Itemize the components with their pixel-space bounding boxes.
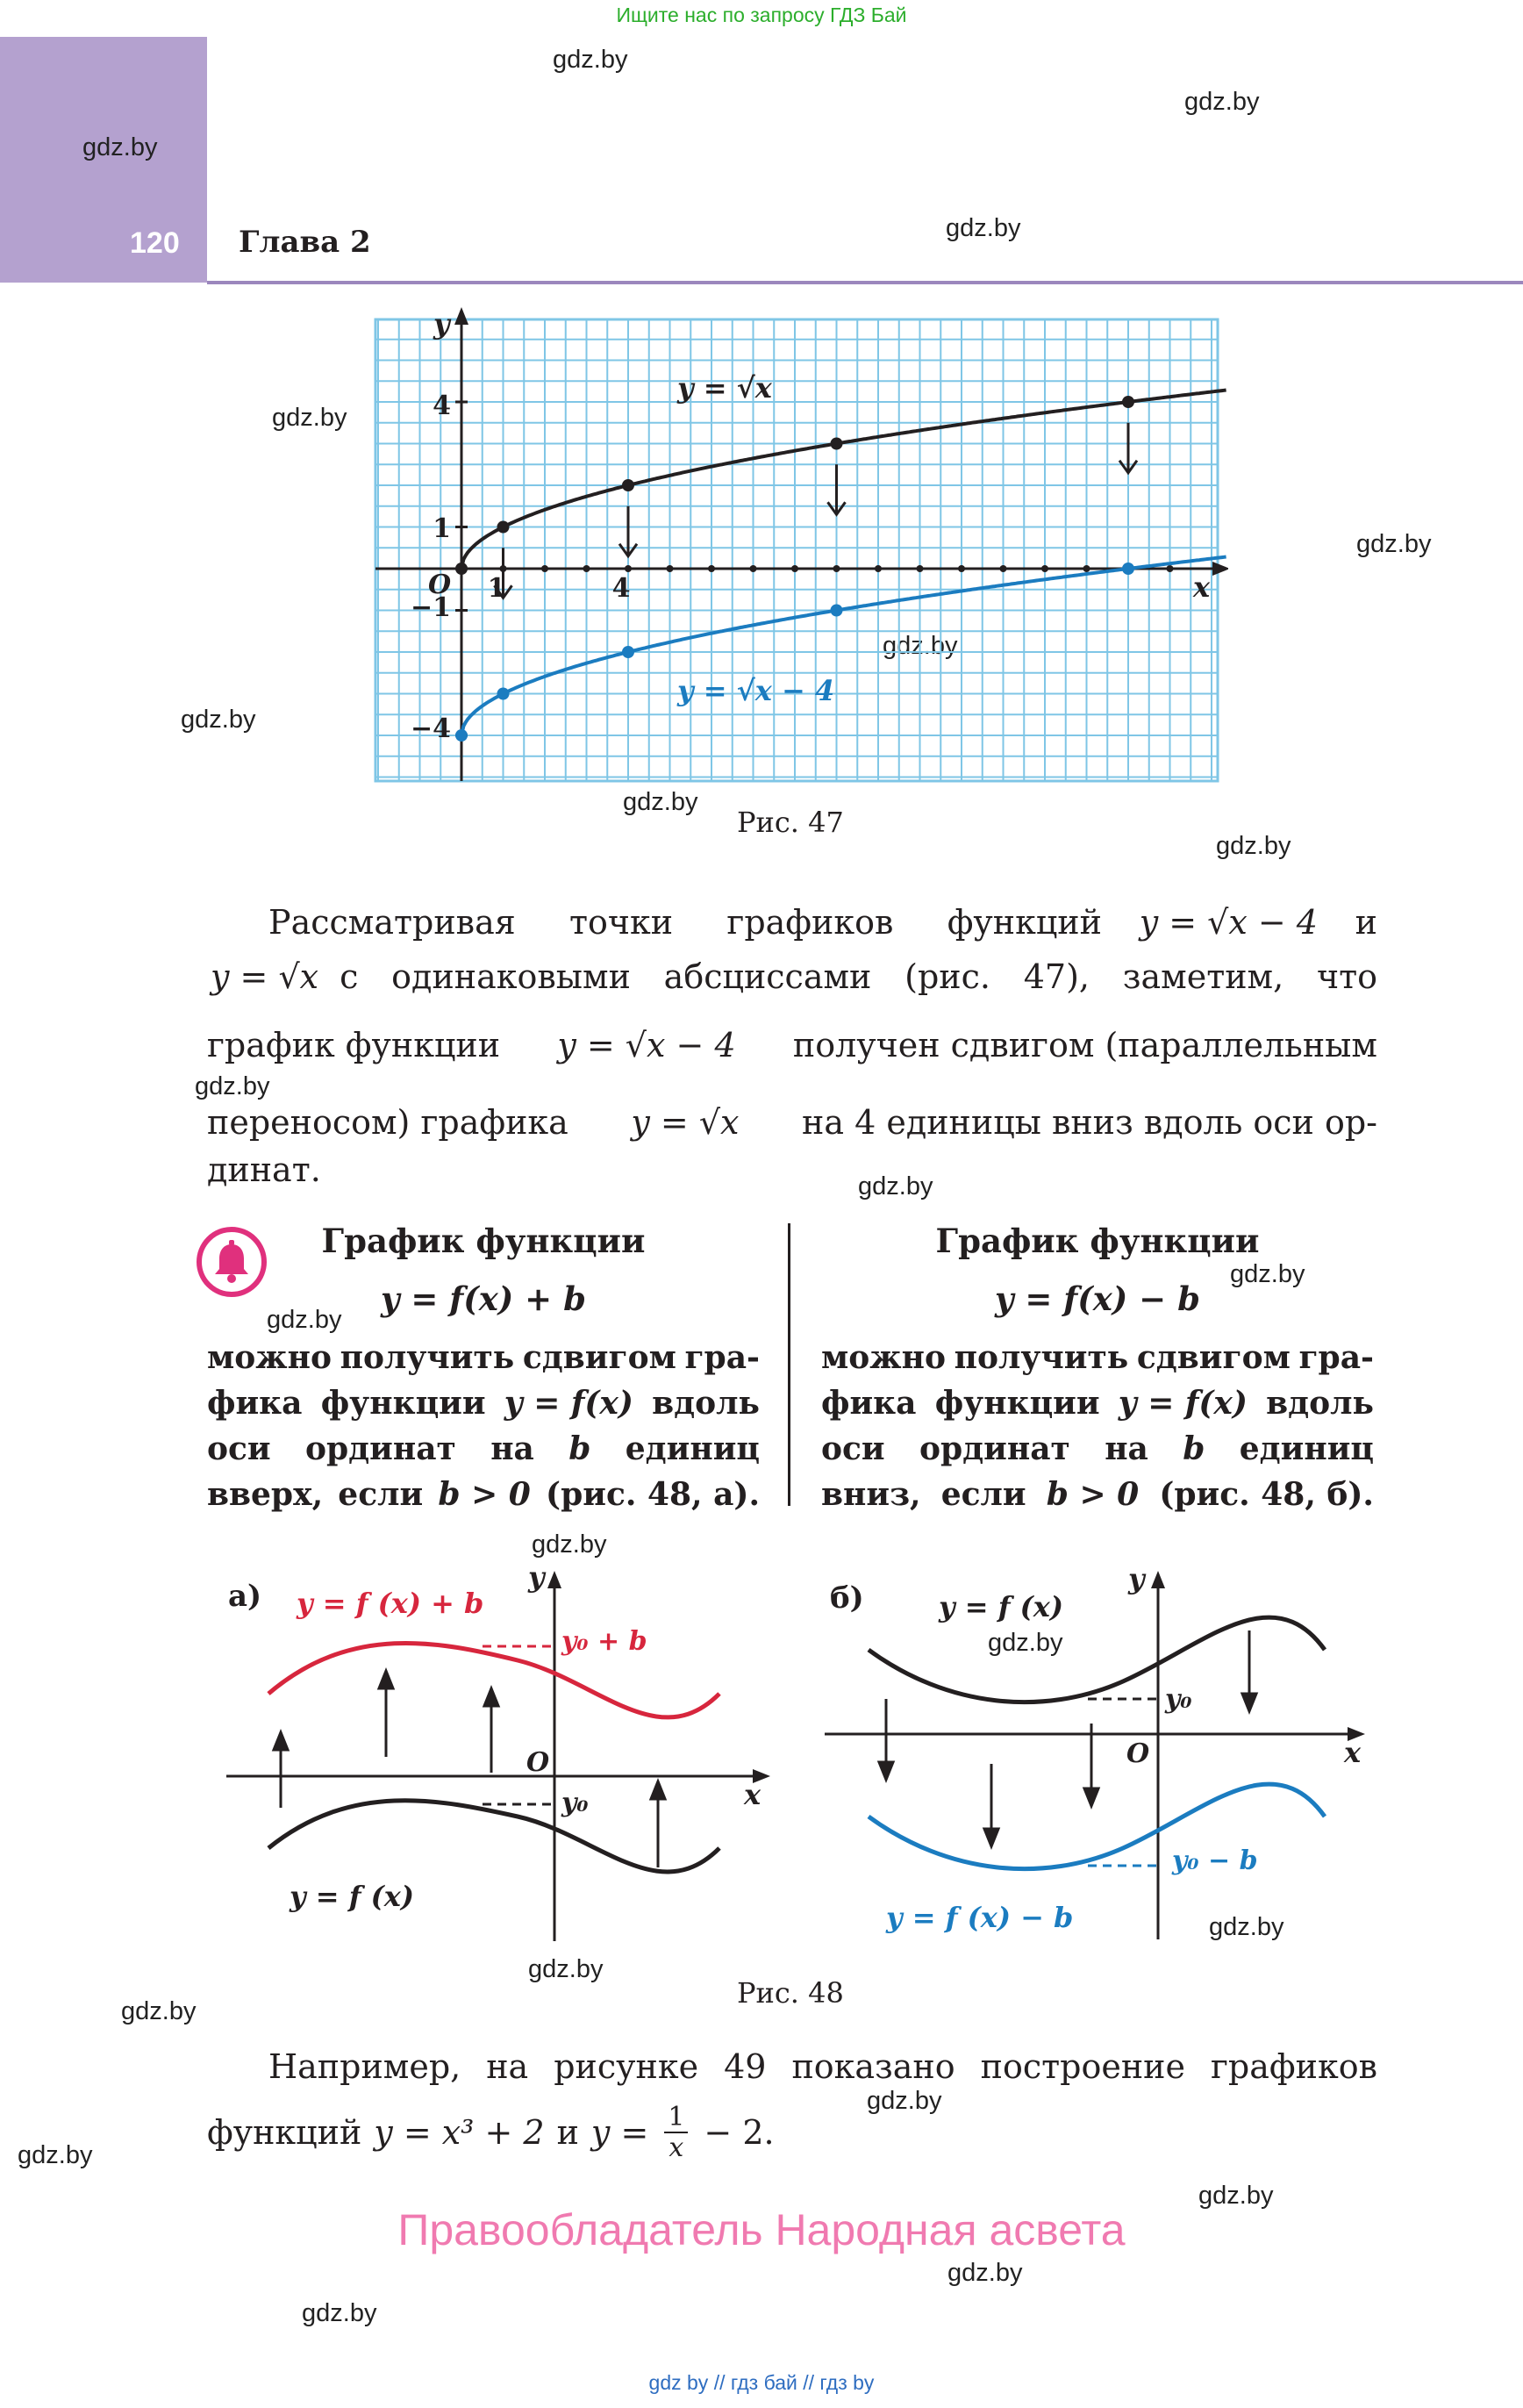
tick-label-y: 1 bbox=[433, 513, 451, 544]
text-run: получен сдвигом (параллельным bbox=[792, 1026, 1377, 1064]
word: фика bbox=[207, 1385, 303, 1422]
figure-47-caption: Рис. 47 bbox=[737, 806, 844, 839]
word: получить bbox=[340, 1339, 515, 1376]
y-axis-arrow bbox=[1151, 1571, 1165, 1588]
figure-48a bbox=[219, 1562, 781, 1966]
label-f: y = f (x) bbox=[939, 1590, 1063, 1623]
y-axis-arrow bbox=[454, 307, 468, 325]
watermark: gdz.by bbox=[121, 1997, 197, 2025]
word: функции bbox=[320, 1385, 486, 1422]
word: на bbox=[490, 1430, 534, 1467]
watermark: gdz.by bbox=[195, 1072, 270, 1100]
watermark: gdz.by bbox=[858, 1172, 933, 1200]
x-axis-dot bbox=[750, 565, 757, 572]
tick-label-x: 1 bbox=[487, 573, 506, 604]
x-axis-dot bbox=[625, 565, 632, 572]
point-sqrt-x-minus-4 bbox=[622, 646, 634, 658]
point-sqrt-x bbox=[497, 521, 510, 534]
point-sqrt-x bbox=[1122, 396, 1134, 408]
x-axis-dot bbox=[1000, 565, 1007, 572]
point-sqrt-x-minus-4 bbox=[1122, 563, 1134, 575]
label-y0-minus-b: y₀ − b bbox=[1172, 1845, 1258, 1876]
up-arrow-head bbox=[379, 1671, 393, 1688]
word: вдоль bbox=[1266, 1385, 1374, 1422]
origin-label: O bbox=[428, 570, 452, 600]
rule-right-title: График функции bbox=[935, 1222, 1260, 1260]
watermark: gdz.by bbox=[18, 2141, 93, 2169]
formula-sqrt-x: y = √x bbox=[631, 1103, 740, 1142]
text-run: переносом) графика bbox=[207, 1103, 568, 1142]
watermark: gdz.by bbox=[1230, 1260, 1305, 1288]
word: если bbox=[940, 1476, 1026, 1513]
x-axis-dot bbox=[667, 565, 674, 572]
paragraph-1-line-2 bbox=[211, 957, 1377, 996]
top-promo-link[interactable]: Ищите нас по запросу ГДЗ Бай bbox=[616, 4, 907, 26]
rule-divider bbox=[788, 1223, 790, 1506]
origin-label: O bbox=[1126, 1738, 1150, 1769]
y-axis-label: y bbox=[433, 307, 450, 340]
watermark: gdz.by bbox=[1209, 1913, 1284, 1941]
rule-left-title: График функции bbox=[321, 1222, 646, 1260]
watermark: gdz.by bbox=[1198, 2182, 1274, 2210]
formula-cubic: y = x³ + 2 bbox=[374, 2113, 545, 2152]
formula: y = f(x) bbox=[1118, 1385, 1248, 1422]
rule-left-line-2 bbox=[207, 1385, 760, 1422]
curve-f bbox=[268, 1801, 719, 1872]
word: единиц bbox=[625, 1430, 760, 1467]
formula-lhs: y = bbox=[590, 2113, 649, 2152]
watermark: gdz.by bbox=[946, 214, 1021, 242]
watermark: gdz.by bbox=[528, 1955, 604, 1983]
word: сдвигом bbox=[1136, 1339, 1291, 1376]
word: ординат bbox=[919, 1430, 1070, 1467]
word: гра- bbox=[684, 1339, 760, 1376]
x-axis-dot bbox=[583, 565, 590, 572]
watermark: gdz.by bbox=[267, 1306, 342, 1334]
tick-label-y: −1 bbox=[410, 592, 451, 623]
word: графиков bbox=[1210, 2047, 1377, 2086]
fraction-numerator: 1 bbox=[664, 2103, 688, 2133]
word: если bbox=[338, 1476, 424, 1513]
word: единиц bbox=[1239, 1430, 1374, 1467]
formula: b bbox=[568, 1430, 591, 1467]
watermark: gdz.by bbox=[181, 706, 256, 734]
paragraph-1-line-1 bbox=[268, 903, 1377, 942]
x-axis-label: x bbox=[1344, 1736, 1362, 1769]
label-sqrt-x: y = √x bbox=[677, 371, 772, 405]
chapter-title: Глава 2 bbox=[239, 225, 371, 260]
word: на bbox=[486, 2047, 529, 2086]
word: можно bbox=[207, 1339, 332, 1376]
word: графиков bbox=[726, 903, 894, 942]
watermark: gdz.by bbox=[883, 632, 958, 660]
point-sqrt-x bbox=[622, 479, 634, 491]
watermark: gdz.by bbox=[1216, 832, 1291, 860]
y-axis-arrow bbox=[547, 1571, 561, 1588]
word: функции bbox=[934, 1385, 1100, 1422]
word: и bbox=[556, 2113, 579, 2152]
page-number: 120 bbox=[130, 226, 180, 260]
word: точки bbox=[569, 903, 674, 942]
formula-tail: − 2. bbox=[704, 2113, 775, 2152]
label-y0: y₀ bbox=[561, 1788, 589, 1818]
rule-right-line-2 bbox=[821, 1385, 1374, 1422]
origin-label: O bbox=[526, 1747, 550, 1778]
watermark: gdz.by bbox=[553, 46, 628, 74]
word: построение bbox=[980, 2047, 1185, 2086]
word: показано bbox=[791, 2047, 955, 2086]
figure-48b bbox=[816, 1559, 1377, 1953]
text-run: график функции bbox=[207, 1026, 501, 1064]
fraction-denominator: x bbox=[669, 2132, 684, 2163]
down-arrow-head bbox=[1084, 1788, 1098, 1806]
fraction-one-over-x bbox=[664, 2103, 688, 2162]
formula-sqrt-x-minus-4: y = √x − 4 bbox=[557, 1026, 736, 1064]
word: рисунке bbox=[554, 2047, 699, 2086]
word: ординат bbox=[304, 1430, 456, 1467]
word: получить bbox=[954, 1339, 1129, 1376]
watermark: gdz.by bbox=[1184, 88, 1260, 116]
text-run: на 4 единицы вниз вдоль оси ор- bbox=[802, 1103, 1377, 1142]
x-axis-dot bbox=[708, 565, 715, 572]
rule-right-formula: y = f(x) − b bbox=[995, 1279, 1200, 1318]
watermark: gdz.by bbox=[988, 1629, 1063, 1657]
down-arrow-head bbox=[879, 1762, 893, 1780]
label-f: y = f (x) bbox=[290, 1880, 414, 1913]
x-axis-arrow bbox=[1212, 562, 1228, 576]
formula-sqrt-x-minus-4: y = √x − 4 bbox=[1139, 903, 1318, 942]
rule-left-line-3 bbox=[207, 1430, 760, 1467]
up-arrow-head bbox=[484, 1688, 498, 1706]
formula: y = f(x) bbox=[504, 1385, 633, 1422]
word: вдоль bbox=[652, 1385, 760, 1422]
word: оси bbox=[821, 1430, 885, 1467]
down-arrow-head bbox=[1242, 1694, 1256, 1711]
watermark: gdz.by bbox=[623, 788, 698, 816]
rule-right-line-3 bbox=[821, 1430, 1374, 1467]
x-axis-dot bbox=[1083, 565, 1090, 572]
formula: b > 0 bbox=[438, 1476, 531, 1513]
x-axis-dot bbox=[958, 565, 965, 572]
paragraph-2-line-2 bbox=[207, 2103, 775, 2162]
y-axis-label: y bbox=[1128, 1562, 1145, 1595]
paragraph-1-line-4 bbox=[207, 1103, 1377, 1142]
down-arrow-head bbox=[984, 1829, 998, 1846]
x-axis-label: x bbox=[1193, 570, 1211, 604]
watermark: gdz.by bbox=[82, 133, 158, 161]
word: и bbox=[1355, 903, 1377, 942]
point-sqrt-x-minus-4 bbox=[831, 605, 843, 617]
up-arrow-head bbox=[651, 1781, 665, 1799]
formula: b > 0 bbox=[1046, 1476, 1140, 1513]
curve-sqrt-x-minus-4 bbox=[461, 557, 1226, 736]
bottom-links[interactable]: gdz by // гдз бай // гдз by bbox=[648, 2371, 875, 2394]
word: Например, bbox=[268, 2047, 461, 2086]
x-axis-dot bbox=[917, 565, 924, 572]
rule-left-line-1 bbox=[207, 1339, 760, 1376]
tick-label-x: 4 bbox=[611, 573, 631, 604]
point-sqrt-x bbox=[831, 438, 843, 450]
word: фика bbox=[821, 1385, 917, 1422]
paragraph-2-line-1 bbox=[268, 2047, 1377, 2086]
x-axis-label: x bbox=[744, 1778, 762, 1811]
point-sqrt-x-minus-4 bbox=[455, 729, 468, 742]
down-arrows bbox=[879, 1630, 1256, 1846]
word: 49 bbox=[724, 2047, 767, 2086]
watermark: gdz.by bbox=[532, 1530, 607, 1559]
word: на bbox=[1105, 1430, 1148, 1467]
y-axis-label: y bbox=[528, 1562, 545, 1594]
word: функций bbox=[947, 903, 1102, 942]
word: (рис. 48, б). bbox=[1159, 1476, 1374, 1513]
text-run: с одинаковыми абсциссами (рис. 47), заметим, что bbox=[340, 957, 1377, 996]
rule-right-line-1 bbox=[821, 1339, 1374, 1376]
word: функций bbox=[207, 2113, 362, 2152]
x-axis-dot bbox=[875, 565, 882, 572]
point-sqrt-x-minus-4 bbox=[497, 688, 510, 700]
watermark: gdz.by bbox=[867, 2087, 942, 2115]
word: (рис. 48, а). bbox=[546, 1476, 760, 1513]
x-axis-dot bbox=[1167, 565, 1174, 572]
tick-label-y: −4 bbox=[410, 713, 451, 744]
word: Рассматривая bbox=[268, 903, 516, 942]
x-axis-dot bbox=[833, 565, 840, 572]
copyright-notice: Правообладатель Народная асвета bbox=[397, 2205, 1126, 2254]
formula: b bbox=[1183, 1430, 1205, 1467]
header-rule bbox=[207, 281, 1523, 284]
x-axis-dot bbox=[1041, 565, 1048, 572]
word: гра- bbox=[1298, 1339, 1374, 1376]
watermark: gdz.by bbox=[272, 404, 347, 432]
curve-f bbox=[869, 1617, 1325, 1702]
panel-tag: б) bbox=[830, 1580, 864, 1616]
figure-47-chart bbox=[368, 307, 1228, 790]
label-sqrt-x-minus-4: y = √x − 4 bbox=[677, 674, 835, 707]
formula-sqrt-x: y = √x bbox=[211, 957, 319, 996]
rule-right-line-4 bbox=[821, 1476, 1374, 1513]
rule-left-formula: y = f(x) + b bbox=[381, 1279, 586, 1318]
word: оси bbox=[207, 1430, 271, 1467]
word: вниз, bbox=[821, 1476, 921, 1513]
word: сдвигом bbox=[522, 1339, 676, 1376]
point-sqrt-x bbox=[455, 563, 468, 575]
up-arrow-head bbox=[274, 1732, 288, 1750]
watermark: gdz.by bbox=[947, 2259, 1023, 2287]
label-y0-plus-b: y₀ + b bbox=[561, 1626, 647, 1657]
word: можно bbox=[821, 1339, 946, 1376]
x-axis-dot bbox=[541, 565, 548, 572]
paragraph-1-line-5: динат. bbox=[207, 1150, 321, 1189]
figure-48-caption: Рис. 48 bbox=[737, 1976, 844, 2010]
tick-label-y: 4 bbox=[433, 391, 451, 421]
x-axis-dot bbox=[791, 565, 798, 572]
curve-sqrt-x bbox=[461, 391, 1226, 570]
rule-left-line-4 bbox=[207, 1476, 760, 1513]
watermark: gdz.by bbox=[1356, 530, 1432, 558]
watermark: gdz.by bbox=[302, 2299, 377, 2327]
label-y0: y₀ bbox=[1165, 1684, 1192, 1715]
paragraph-1-line-3 bbox=[207, 1028, 1377, 1062]
label-f-minus-b: y = f (x) − b bbox=[886, 1901, 1074, 1934]
label-f-plus-b: y = f (x) + b bbox=[297, 1587, 484, 1620]
word: вверх, bbox=[207, 1476, 324, 1513]
panel-tag: а) bbox=[228, 1579, 262, 1614]
